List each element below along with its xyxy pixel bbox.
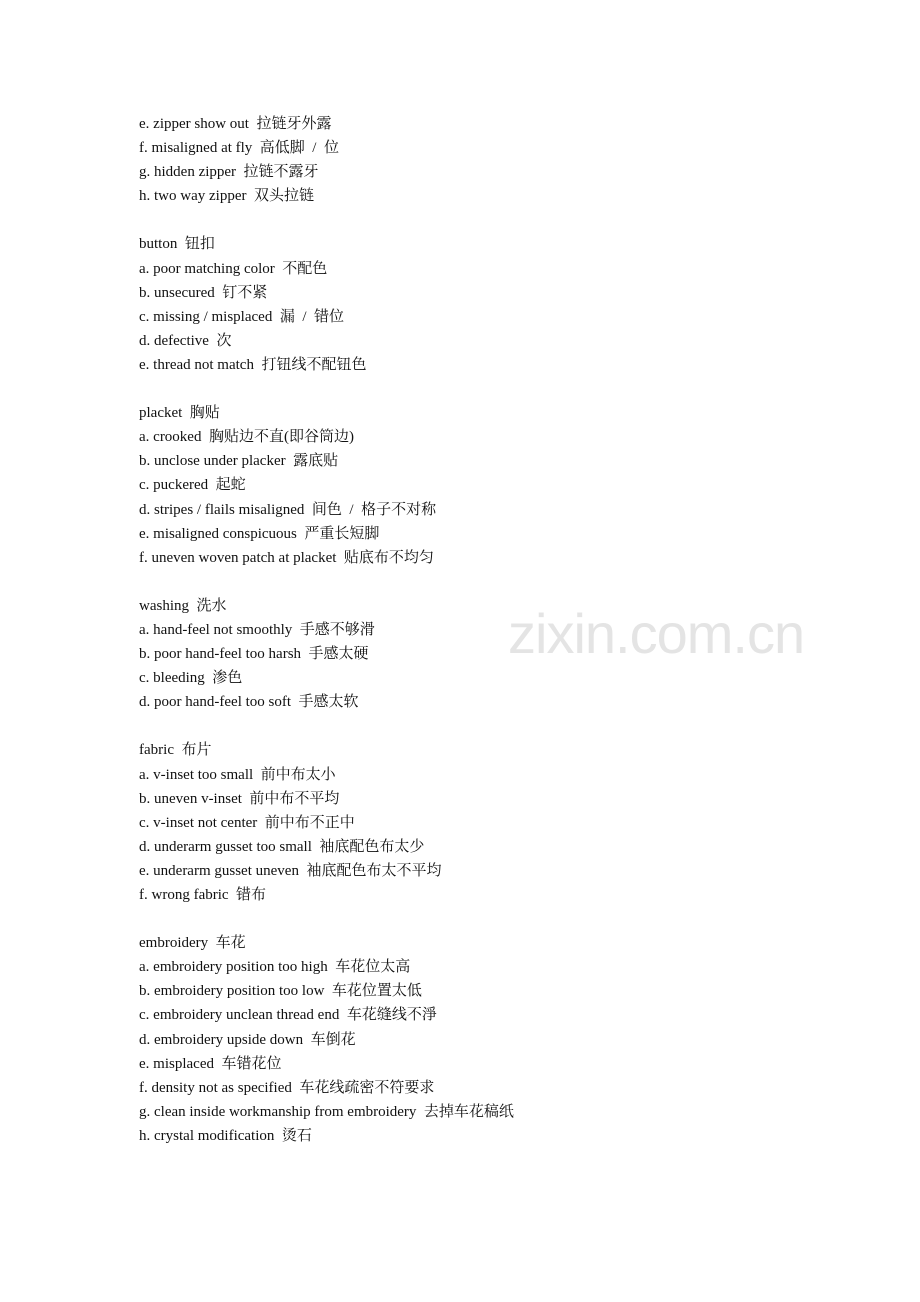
list-item: e. misplaced 车错花位 xyxy=(139,1055,282,1072)
list-item: a. poor matching color 不配色 xyxy=(139,260,328,277)
list-item: f. wrong fabric 错布 xyxy=(139,887,267,903)
list-item: d. embroidery upside down 车倒花 xyxy=(139,1031,356,1048)
list-item: d. stripes / flails misaligned 间色 / 格子不对称 xyxy=(139,501,437,518)
list-item: b. unsecured 钉不紧 xyxy=(139,284,268,301)
list-item: c. missing / misplaced 漏 / 错位 xyxy=(139,308,344,325)
list-item: d. defective 次 xyxy=(139,332,232,349)
list-item: e. thread not match 打钮线不配钮色 xyxy=(139,356,367,373)
section-fabric xyxy=(139,738,514,907)
list-item: h. two way zipper 双头拉链 xyxy=(139,188,314,205)
section-heading: fabric 布片 xyxy=(139,742,212,759)
watermark: zixin.com.cn xyxy=(508,602,805,665)
section-heading: washing 洗水 xyxy=(139,597,227,614)
list-item: a. hand-feel not smoothly 手感不够滑 xyxy=(139,621,375,638)
list-item: g. hidden zipper 拉链不露牙 xyxy=(139,164,319,181)
list-item: c. embroidery unclean thread end 车花缝线不淨 xyxy=(139,1007,437,1024)
list-item: b. unclose under placker 露底贴 xyxy=(139,453,339,470)
list-item: e. zipper show out 拉链牙外露 xyxy=(139,116,332,132)
list-item: e. underarm gusset uneven 袖底配色布太不平均 xyxy=(139,862,442,879)
section-heading: placket 胸贴 xyxy=(139,405,220,422)
section-button xyxy=(139,232,514,377)
intro-list xyxy=(139,112,514,208)
list-item: c. v-inset not center 前中布不正中 xyxy=(139,814,355,831)
list-item: f. misaligned at fly 高低脚 / 位 xyxy=(139,140,339,157)
section-heading: embroidery 车花 xyxy=(139,935,246,952)
list-item: f. uneven woven patch at placket 贴底布不均匀 xyxy=(139,549,434,566)
list-item: b. uneven v-inset 前中布不平均 xyxy=(139,790,340,807)
list-item: b. poor hand-feel too harsh 手感太硬 xyxy=(139,646,369,663)
list-item: d. underarm gusset too small 袖底配色布太少 xyxy=(139,838,425,855)
section-gap xyxy=(139,208,514,232)
section-heading: button 钮扣 xyxy=(139,236,215,253)
section-placket xyxy=(139,401,514,570)
list-item: b. embroidery position too low 车花位置太低 xyxy=(139,983,422,1000)
document-body xyxy=(139,112,514,1148)
section-washing xyxy=(139,594,514,714)
list-item: g. clean inside workmanship from embroidery 去掉车花稿纸 xyxy=(139,1103,514,1120)
list-item: f. density not as specified 车花线疏密不符要求 xyxy=(139,1079,435,1096)
list-item: a. v-inset too small 前中布太小 xyxy=(139,766,336,783)
list-item: c. bleeding 渗色 xyxy=(139,670,243,687)
list-item: h. crystal modification 烫石 xyxy=(139,1127,312,1144)
section-gap xyxy=(139,714,514,738)
list-item: e. misaligned conspicuous 严重长短脚 xyxy=(139,525,380,542)
section-gap xyxy=(139,570,514,594)
list-item: c. puckered 起蛇 xyxy=(139,477,246,494)
section-embroidery xyxy=(139,931,514,1148)
list-item: a. crooked 胸贴边不直(即谷筒边) xyxy=(139,429,354,446)
section-gap xyxy=(139,907,514,931)
list-item: a. embroidery position too high 车花位太高 xyxy=(139,959,411,976)
section-gap xyxy=(139,377,514,401)
list-item: d. poor hand-feel too soft 手感太软 xyxy=(139,694,359,711)
